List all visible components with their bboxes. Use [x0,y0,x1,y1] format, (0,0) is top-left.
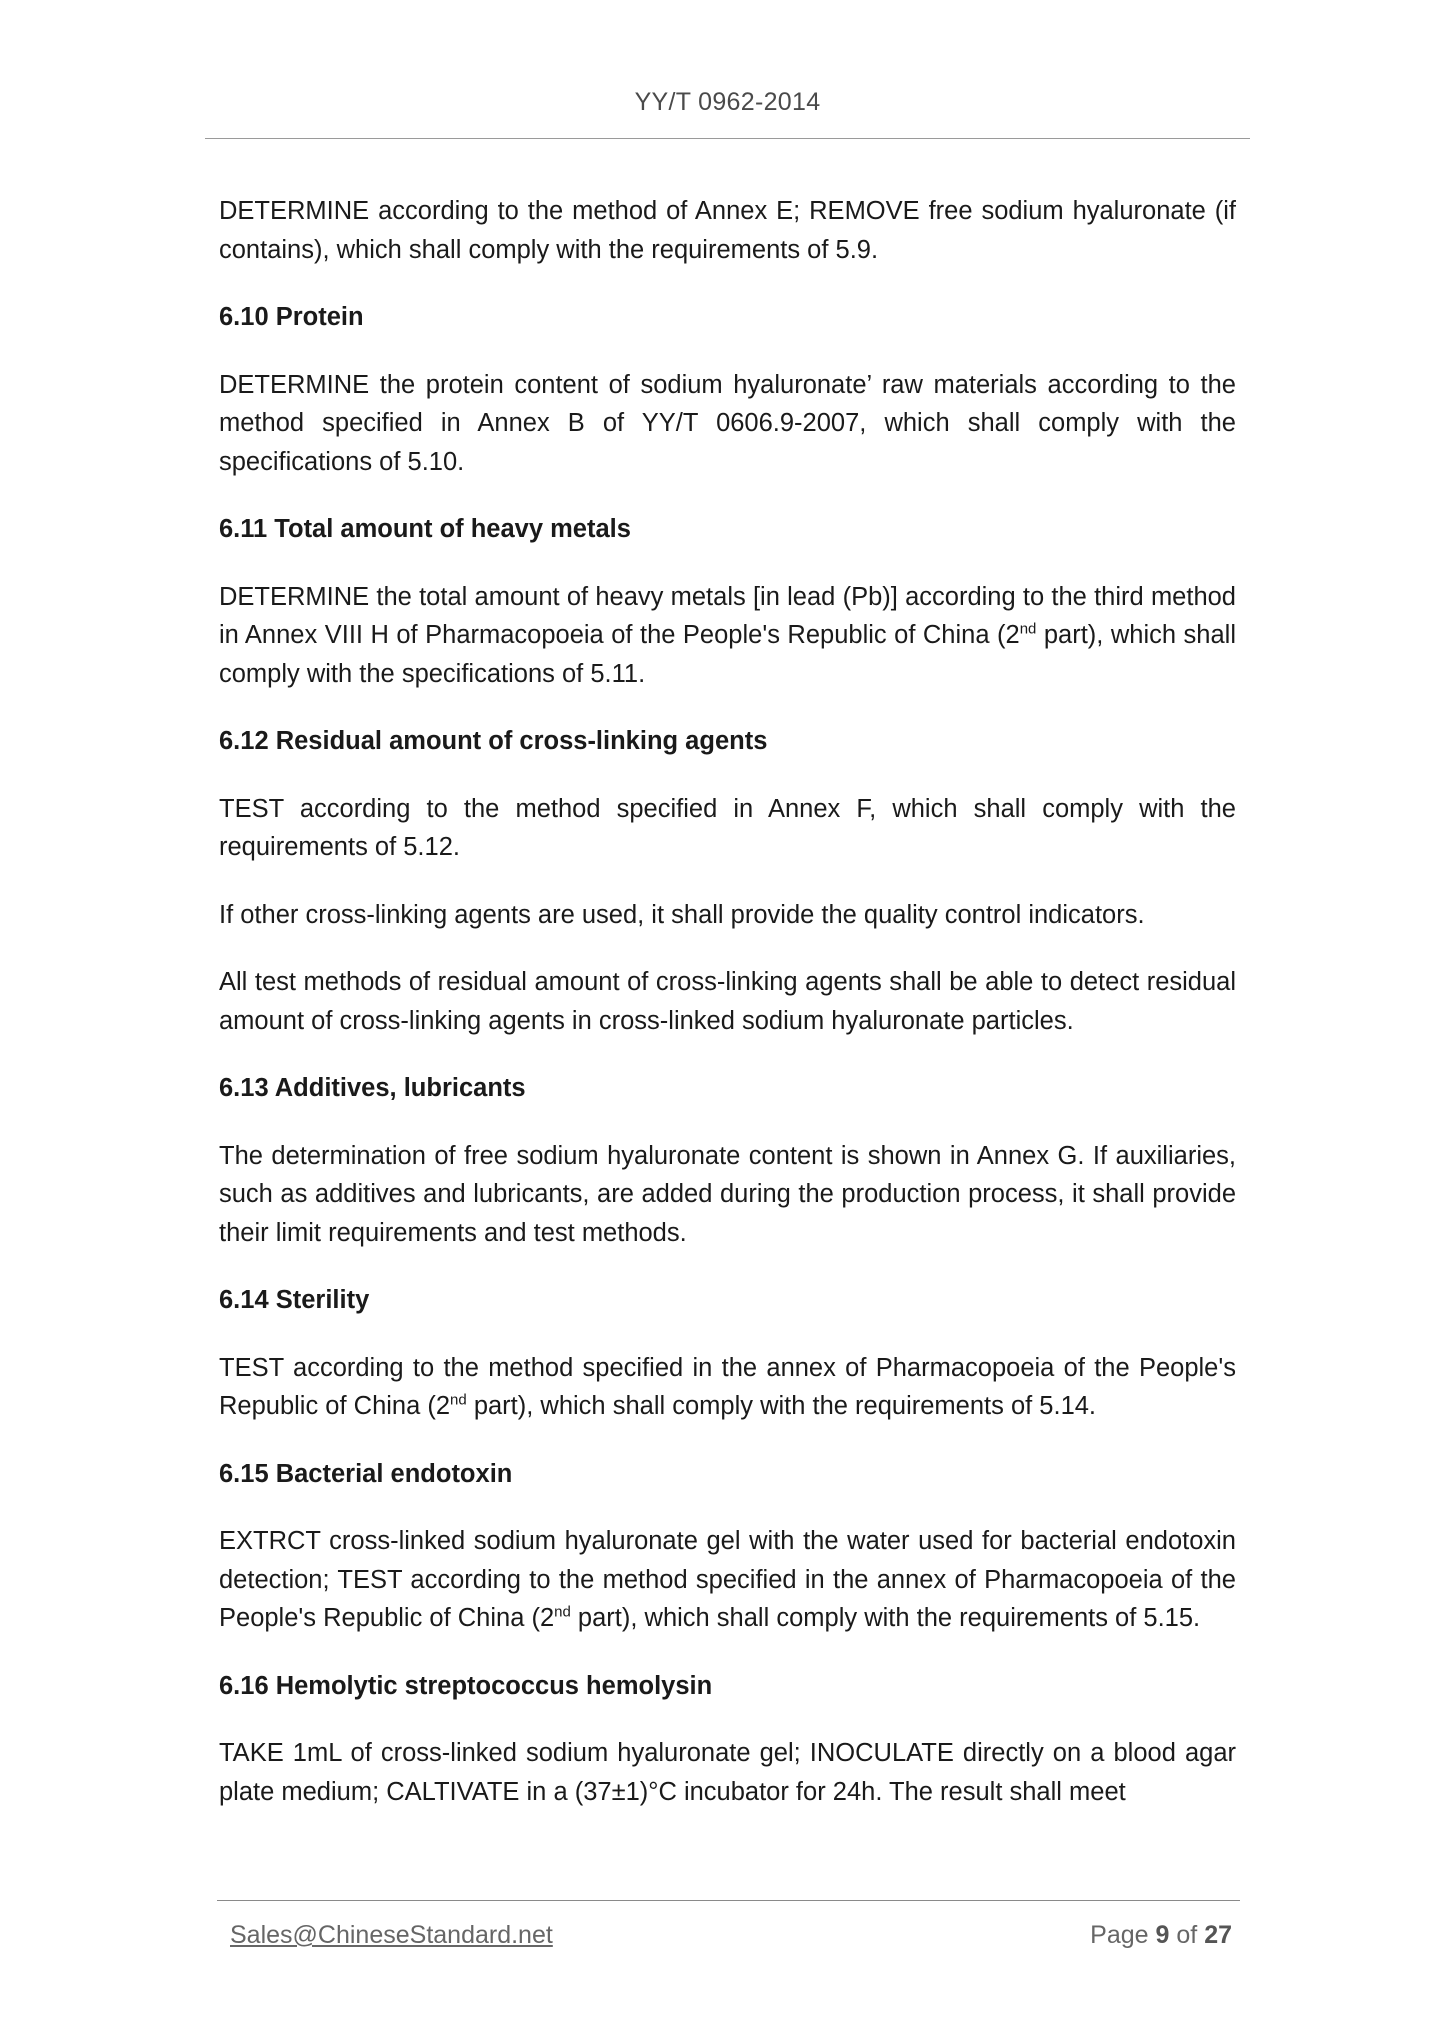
section-6-16-heading: 6.16 Hemolytic streptococcus hemolysin [219,1671,713,1700]
document-body [219,192,1236,1840]
section-6-15-paragraph [219,1522,1236,1638]
text-run: EXTRCT cross-linked sodium hyaluronate gel with the water used for bacterial endotoxin detection; TEST according to the method specified in the annex of Pharmacopoeia of the People's Republic of China (2 [219,1527,1236,1632]
superscript: nd [450,1391,467,1409]
text-run: part), which shall comply with the requirements of 5.15. [570,1604,1201,1632]
header-divider [205,138,1250,139]
section-6-13-paragraph: The determination of free sodium hyaluronate content is shown in Annex G. If auxiliaries, such as additives and lubricants, are added during the production process, it shall provide their limit requirements and test methods. [219,1141,1236,1247]
section-6-15-heading: 6.15 Bacterial endotoxin [219,1459,513,1488]
section-6-12-heading: 6.12 Residual amount of cross-linking agents [219,727,768,755]
section-6-14-paragraph [219,1349,1236,1426]
intro-paragraph: DETERMINE according to the method of Annex E; REMOVE free sodium hyaluronate (if contains), which shall comply with the requirements of 5.9. [219,197,1236,264]
superscript: nd [554,1603,571,1621]
page-label: Page [1090,1921,1149,1949]
page-number: 9 [1155,1921,1170,1949]
text-run: DETERMINE the total amount of heavy metals [in lead (Pb)] according to the third method in Annex VIII H of Pharmacopoeia of the People's Republic of China (2 [219,582,1236,649]
text-run: TEST according to the method specified in the annex of Pharmacopoeia of the People's Republic of China (2 [219,1353,1236,1420]
footer-email-link[interactable]: Sales@ChineseStandard.net [230,1921,553,1949]
section-6-12-paragraph-3: All test methods of residual amount of cross-linking agents shall be able to detect residual amount of cross-linking agents in cross-linked sodium hyaluronate particles. [219,968,1236,1035]
text-run: part), which shall comply with the requirements of 5.14. [466,1392,1097,1420]
section-6-16-paragraph: TAKE 1mL of cross-linked sodium hyaluronate gel; INOCULATE directly on a blood agar plate medium; CALTIVATE in a (37±1)°C incubator for 24h. The result shall meet [219,1739,1236,1806]
text-run: part), which shall comply with the specifications of 5.11. [219,621,1236,688]
footer-divider [217,1900,1240,1901]
footer-page-indicator [1090,1921,1232,1950]
section-6-10-paragraph: DETERMINE the protein content of sodium hyaluronate’ raw materials according to the method specified in Annex B of YY/T 0606.9-2007, which shall comply with the specifications of 5.10. [219,370,1236,476]
section-6-14-heading: 6.14 Sterility [219,1286,370,1314]
page-total: 27 [1204,1921,1232,1949]
section-6-11-heading: 6.11 Total amount of heavy metals [219,515,631,543]
of-label: of [1176,1921,1198,1949]
section-6-13-heading: 6.13 Additives, lubricants [219,1074,526,1102]
superscript: nd [1019,620,1037,638]
section-6-12-paragraph-2: If other cross-linking agents are used, it shall provide the quality control indicators. [219,900,1145,929]
section-6-11-paragraph [219,578,1236,694]
section-6-12-paragraph-1: TEST according to the method specified in Annex F, which shall comply with the requirements of 5.12. [219,794,1236,861]
page-header-title: YY/T 0962-2014 [634,88,821,116]
section-6-10-heading: 6.10 Protein [219,303,364,331]
